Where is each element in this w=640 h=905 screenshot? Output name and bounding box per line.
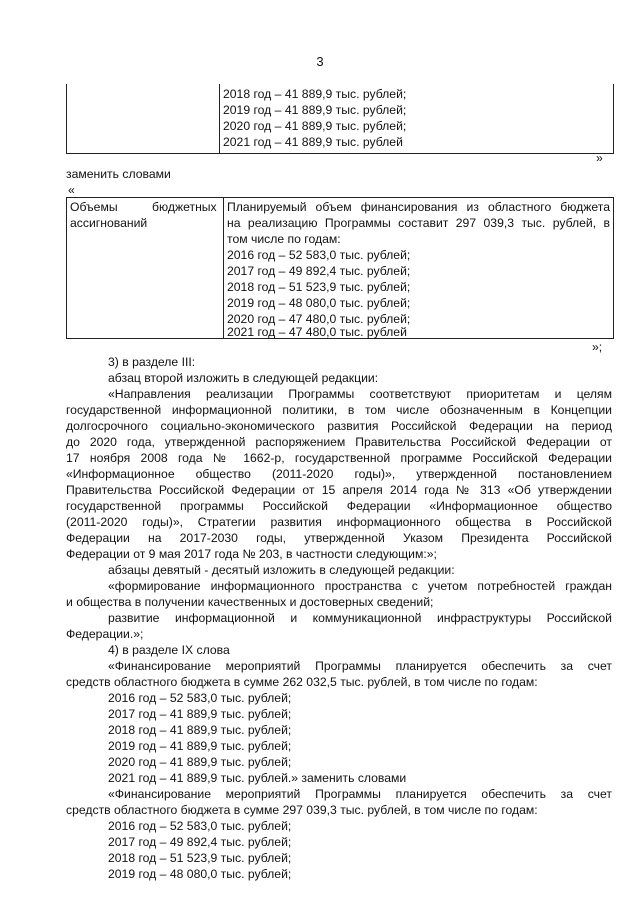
paragraph-line: 17 ноября 2008 года № 1662-р, государственной программе Российской Федерации	[66, 451, 612, 465]
paragraph-line: и общества в получении качественных и достоверных сведений;	[66, 595, 434, 609]
paragraph-line: Правительства Российской Федерации от 15 апреля 2014 года № 313 «Об утверждении	[66, 483, 612, 497]
year-line-old: 2016 год – 52 583,0 тыс. рублей;	[108, 691, 292, 705]
year-line-old: 2018 год – 41 889,9 тыс. рублей;	[108, 723, 292, 737]
closing-quote: »	[596, 151, 603, 165]
new-table-text-line: том числе по годам:	[227, 232, 341, 246]
year-line-new: 2016 год – 52 583,0 тыс. рублей;	[108, 819, 292, 833]
paragraph-line: государственной информационной политики, в том числе обозначенным в Концепции	[66, 403, 612, 417]
new-table-label: ассигнований	[70, 216, 148, 230]
new-table-closing: »;	[592, 340, 603, 354]
paragraph-line: развитие информационной и коммуникационной инфраструктуры Российской	[108, 611, 612, 625]
top-table-divider	[219, 84, 220, 154]
paragraph-line: Федерации от 9 мая 2017 года № 203, в частности следующим:»;	[66, 547, 437, 561]
paragraph-line: долгосрочного социально-экономического развития Российской Федерации на период	[66, 419, 612, 433]
paragraph-line: «Финансирование мероприятий Программы планируется обеспечить за счет	[108, 659, 612, 673]
paragraph-line: Федерации на 2017-2030 годы, утвержденной Указом Президента Российской	[66, 531, 612, 545]
year-line-old: 2019 год – 41 889,9 тыс. рублей;	[108, 739, 292, 753]
new-table-year: 2021 год – 47 480,0 тыс. рублей	[227, 325, 407, 339]
paragraph-line: средств областного бюджета в сумме 297 039,3 тыс. рублей, в том числе по годам:	[66, 803, 538, 817]
new-table-label: Объемы	[70, 200, 118, 214]
new-table-divider	[223, 197, 224, 339]
paragraph-line: «Финансирование мероприятий Программы планируется обеспечить за счет	[108, 787, 612, 801]
year-line-old: 2021 год – 41 889,9 тыс. рублей.» заменить словами	[108, 771, 407, 785]
paragraph-line: «Информационное общество (2011-2020 годы)», утвержденной постановлением	[66, 467, 612, 481]
new-table-year: 2017 год – 49 892,4 тыс. рублей;	[227, 264, 411, 278]
year-line-old: 2017 год – 41 889,9 тыс. рублей;	[108, 707, 292, 721]
top-table-row: 2018 год – 41 889,9 тыс. рублей;	[223, 87, 407, 101]
paragraph-line: Федерации.»;	[66, 627, 144, 641]
replace-words: заменить словами	[66, 167, 171, 181]
section-9-heading: 4) в разделе IX слова	[108, 643, 230, 657]
page-number: 3	[316, 54, 324, 69]
paragraph-line: «Направления реализации Программы соответствуют приоритетам и целям	[108, 387, 612, 401]
paragraph-line: (2011-2020 годы)», Стратегии развития информационного общества в Российской	[66, 515, 612, 529]
paragraph-line: государственной программы Российской Федерации «Информационное общество	[66, 499, 612, 513]
top-table-row: 2020 год – 41 889,9 тыс. рублей;	[223, 119, 407, 133]
section-3-heading: 3) в разделе III:	[108, 355, 196, 369]
paragraph-instruction: абзац второй изложить в следующей редакции:	[108, 371, 379, 385]
new-table-year: 2018 год – 51 523,9 тыс. рублей;	[227, 280, 411, 294]
paragraph-line: средств областного бюджета в сумме 262 032,5 тыс. рублей, в том числе по годам:	[66, 675, 538, 689]
new-table-label: бюджетных	[152, 200, 217, 214]
paragraph-instruction: абзацы девятый - десятый изложить в следующей редакции:	[108, 563, 455, 577]
year-line-old: 2020 год – 41 889,9 тыс. рублей;	[108, 755, 292, 769]
new-table-text-line: Планируемый объем финансирования из областного бюджета	[227, 200, 610, 214]
year-line-new: 2018 год – 51 523,9 тыс. рублей;	[108, 851, 292, 865]
new-table-text-line: на реализацию Программы составит 297 039,3 тыс. рублей, в	[227, 216, 610, 230]
new-table-year: 2016 год – 52 583,0 тыс. рублей;	[227, 248, 411, 262]
new-table-year: 2019 год – 48 080,0 тыс. рублей;	[227, 296, 411, 310]
paragraph-line: «формирование информационного пространства с учетом потребностей граждан	[108, 579, 612, 593]
paragraph-line: до 2020 года, утвержденной распоряжением Правительства Российской Федерации от	[66, 435, 612, 449]
top-table-row: 2019 год – 41 889,9 тыс. рублей;	[223, 103, 407, 117]
top-table-row: 2021 год – 41 889,9 тыс. рублей	[223, 135, 403, 149]
year-line-new: 2019 год – 48 080,0 тыс. рублей;	[108, 867, 292, 881]
year-line-new: 2017 год – 49 892,4 тыс. рублей;	[108, 835, 292, 849]
new-table-year: 2020 год – 47 480,0 тыс. рублей;	[227, 312, 411, 326]
open-quote: «	[68, 183, 75, 197]
